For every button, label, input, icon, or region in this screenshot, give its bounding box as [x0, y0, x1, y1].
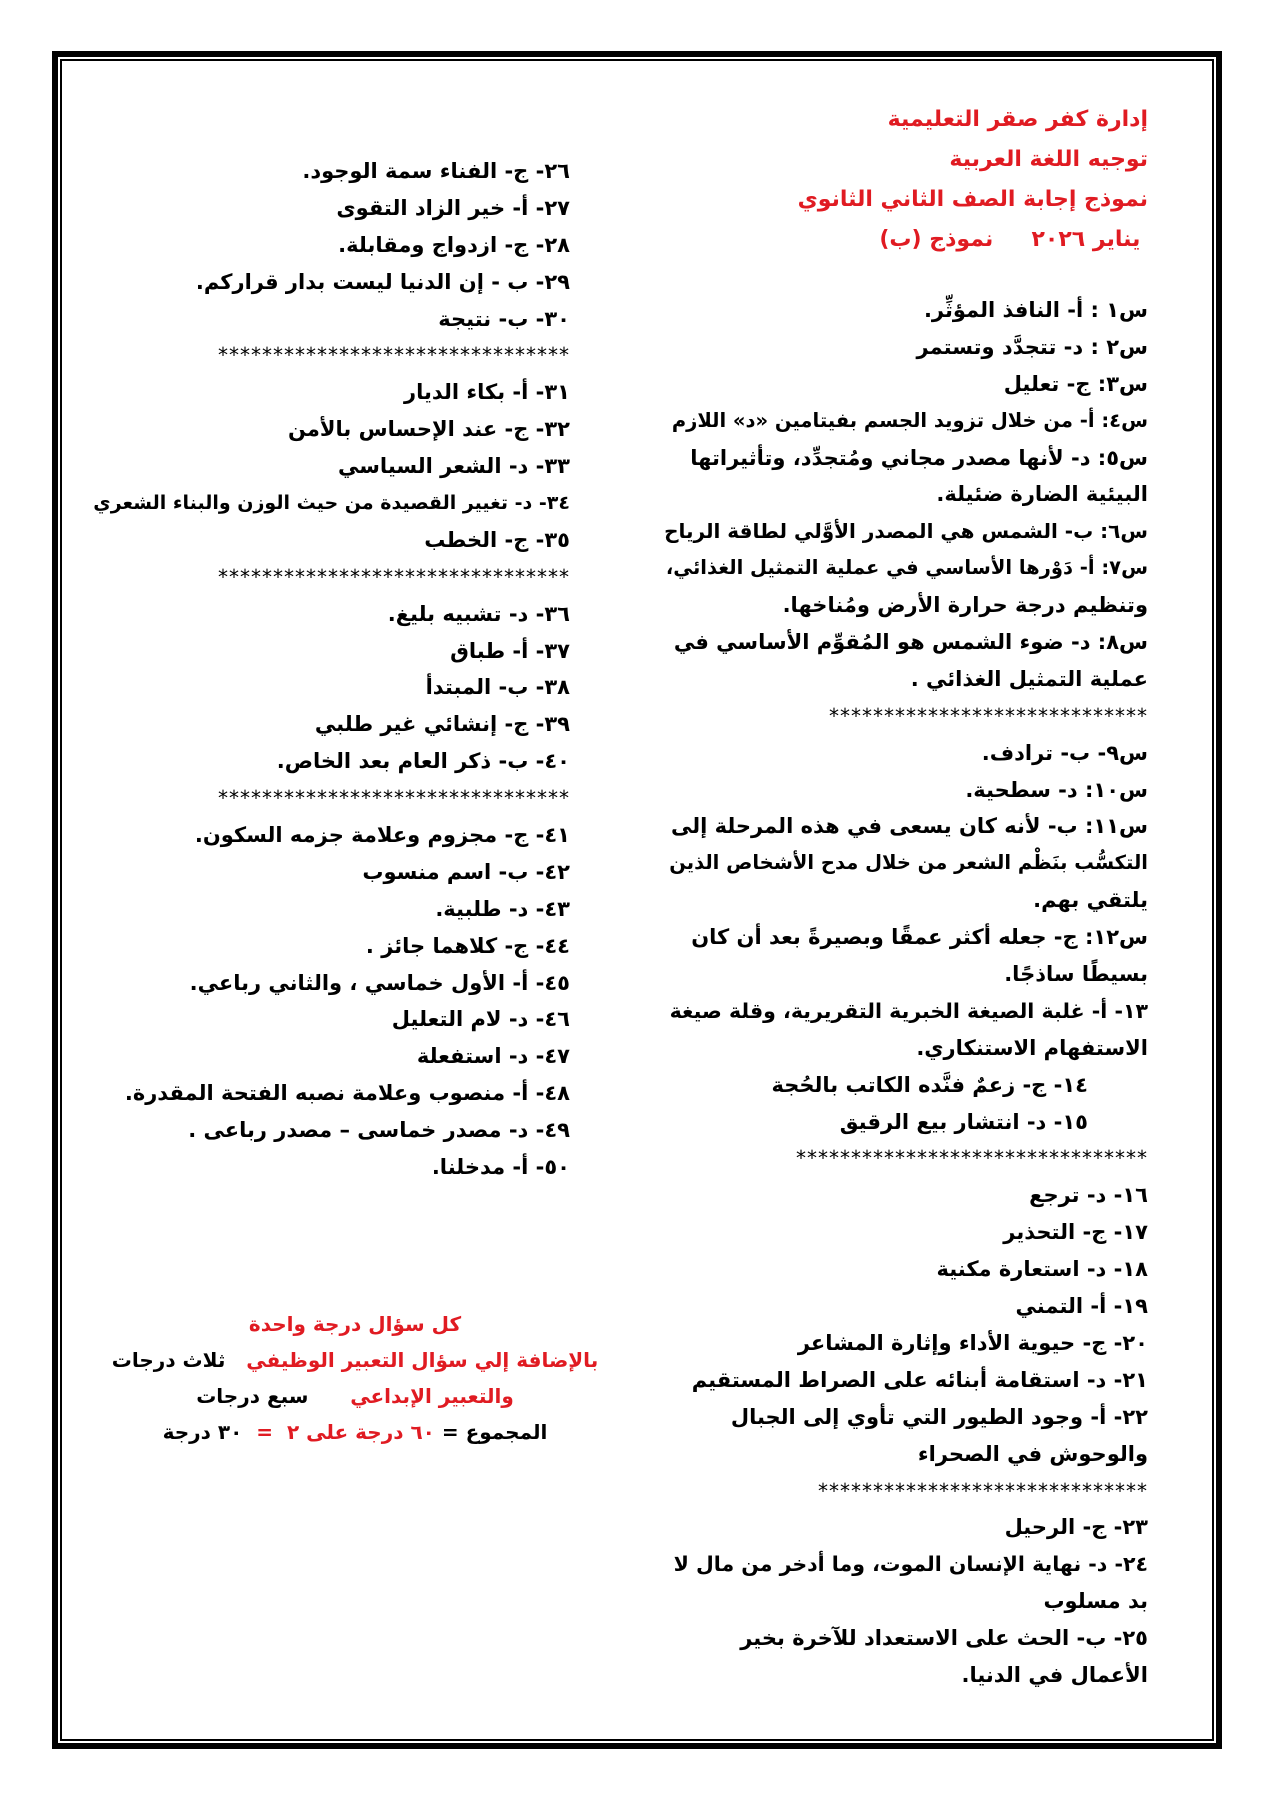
answer-continuation: الأعمال في الدنيا.	[961, 1662, 1148, 1687]
answer-continuation: الاستفهام الاستنكاري.	[916, 1035, 1148, 1060]
answer-item: ٤٦- د- لام التعليل	[391, 1007, 570, 1032]
functional-writing-score: ثلاث درجات	[111, 1348, 247, 1372]
answer-continuation: البيئية الضارة ضئيلة.	[936, 482, 1148, 507]
answer-item: ٣٩- ج- إنشائي غير طلبي	[314, 712, 570, 737]
answer-continuation: بسيطًا ساذجًا.	[1004, 962, 1148, 987]
total-calculation: ٦٠ درجة على ٢ =	[249, 1420, 435, 1444]
section-divider: ********************************	[218, 564, 570, 589]
creative-writing-score: سبع درجات	[196, 1384, 351, 1408]
answer-item: ٢٤- د- نهاية الإنسان الموت، وما أدخر من مال لا	[673, 1552, 1148, 1577]
answer-item: ١٣- أ- غلبة الصيغة الخبرية التقريرية، وقلة صيغة	[669, 998, 1148, 1023]
document-header	[665, 100, 1148, 260]
answer-item: ١٥- د- انتشار بيع الرقيق	[839, 1109, 1088, 1134]
section-divider: ******************************	[818, 1478, 1148, 1503]
answer-continuation: وتنظيم درجة حرارة الأرض ومُناخها.	[782, 593, 1148, 618]
section-divider: ********************************	[218, 786, 570, 811]
answer-item: ٣٦- د- تشبيه بليغ.	[387, 601, 570, 626]
section-divider: ********************************	[796, 1146, 1148, 1171]
answer-item: س٨: د- ضوء الشمس هو المُقوِّم الأساسي في	[673, 630, 1148, 655]
answer-item: س١١: ب- لأنه كان يسعى في هذه المرحلة إلى	[670, 814, 1148, 839]
answer-item: س٥: د- لأنها مصدر مجاني ومُتجدِّد، وتأثيراتها	[690, 445, 1148, 470]
answer-item: ٢٣- ج- الرحيل	[1004, 1515, 1148, 1540]
grading-note	[110, 1306, 600, 1450]
answer-item: ١٧- ج- التحذير	[1003, 1220, 1148, 1245]
answer-item: ٢٦- ج- الفناء سمة الوجود.	[302, 159, 570, 183]
answer-continuation: يلتقي بهم.	[1033, 888, 1148, 913]
answer-item: ٤١- ج- مجزوم وعلامة جزمه السكون.	[194, 823, 570, 848]
answer-item: ٢٨- ج- ازدواج ومقابلة.	[338, 232, 570, 257]
answer-item: ٢٧- أ- خير الزاد التقوى	[336, 195, 570, 220]
section-divider: ********************************	[218, 343, 570, 368]
total-label: المجموع =	[434, 1420, 548, 1444]
grading-note-line2	[110, 1342, 600, 1378]
answer-item: ١٤- ج- زعمٌ فنَّده الكاتب بالحُجة	[771, 1072, 1088, 1097]
answer-item: ٤٥- أ- الأول خماسي ، والثاني رباعي.	[189, 970, 570, 995]
answer-item: ٤٣- د- طلبية.	[435, 896, 570, 921]
answer-item: ٢٠- ج- حيوية الأداء وإثارة المشاعر	[797, 1330, 1148, 1355]
answer-item: ١٨- د- استعارة مكنية	[936, 1257, 1148, 1282]
answer-item: س٣: ج- تعليل	[1003, 371, 1148, 396]
answer-item: ٢٩- ب - إن الدنيا ليست بدار قراركم.	[195, 269, 570, 294]
answer-item: س٤: أ- من خلال تزويد الجسم بفيتامين «د» اللازم	[671, 408, 1148, 432]
answer-item: س١ : أ- النافذ المؤثِّر.	[923, 298, 1148, 322]
answer-item: ٢١- د- استقامة أبنائه على الصراط المستقيم	[691, 1367, 1148, 1392]
answer-item: ٣١- أ- بكاء الديار	[404, 380, 570, 405]
section-divider: *****************************	[829, 703, 1148, 728]
header-directorate: إدارة كفر صقر التعليمية	[887, 107, 1148, 132]
answer-item: س١٢: ج- جعله أكثر عمقًا وبصيرةً بعد أن كان	[691, 925, 1148, 950]
answer-item: ٣٧- أ- طباق	[450, 638, 570, 663]
answer-continuation: والوحوش في الصحراء	[917, 1441, 1148, 1466]
header-date-model: يناير ٢٠٢٦ نموذج (ب)	[879, 227, 1148, 252]
grading-note-line1: كل سؤال درجة واحدة	[248, 1312, 462, 1336]
answers-column-right	[665, 292, 1148, 1694]
answer-item: ٤٧- د- استفعلة	[416, 1044, 570, 1069]
answer-item: ٣٢- ج- عند الإحساس بالأمن	[287, 417, 570, 442]
answer-item: ٤٤- ج- كلاهما جائز .	[365, 933, 570, 958]
answers-column-left	[88, 153, 570, 1186]
header-title: نموذج إجابة الصف الثاني الثانوي	[797, 187, 1148, 212]
answer-item: ٣٥- ج- الخطب	[424, 527, 570, 552]
answer-continuation: عملية التمثيل الغذائي .	[910, 666, 1148, 691]
grading-note-total	[110, 1414, 600, 1450]
answer-item: ٤٢- ب- اسم منسوب	[362, 859, 570, 884]
answer-continuation: بد مسلوب	[1043, 1589, 1148, 1614]
functional-writing-label: بالإضافة إلي سؤال التعبير الوظيفي	[246, 1348, 599, 1372]
answer-item: ٤٩- د- مصدر خماسى – مصدر رباعى .	[188, 1118, 570, 1143]
answer-item: ٢٢- أ- وجود الطيور التي تأوي إلى الجبال	[730, 1404, 1148, 1429]
answer-item: س٦: ب- الشمس هي المصدر الأوَّلي لطاقة الرياح	[664, 519, 1148, 544]
answer-item: ٣٠- ب- نتيجة	[438, 306, 570, 331]
creative-writing-label: والتعبير الإبداعي	[350, 1384, 514, 1408]
answer-item: س٢ : د- تتجدَّد وتستمر	[916, 334, 1148, 359]
answer-item: ٤٨- أ- منصوب وعلامة نصبه الفتحة المقدرة.	[124, 1081, 570, 1106]
total-result: ٣٠ درجة	[162, 1420, 250, 1444]
answer-item: ٣٤- د- تغيير القصيدة من حيث الوزن والبناء الشعري	[93, 492, 570, 515]
answer-item: ٤٠- ب- ذكر العام بعد الخاص.	[276, 749, 570, 774]
answer-item: ١٦- د- ترجع	[1029, 1183, 1148, 1208]
answer-item: س١٠: د- سطحية.	[965, 777, 1148, 802]
grading-note-line3	[110, 1378, 600, 1414]
answer-item: ٢٥- ب- الحث على الاستعداد للآخرة بخير	[740, 1626, 1148, 1651]
answer-continuation: التكسُّب بنَظْم الشعر من خلال مدح الأشخاص الذين	[669, 851, 1148, 875]
answer-item: ٣٣- د- الشعر السياسي	[338, 454, 570, 479]
answer-item: س٧: أ- دَوْرها الأساسي في عملية التمثيل الغذائي،	[665, 556, 1148, 580]
answer-item: ٥٠- أ- مدخلنا.	[431, 1155, 570, 1180]
answer-item: س٩- ب- ترادف.	[981, 740, 1148, 765]
answer-item: ١٩- أ- التمني	[1015, 1294, 1148, 1319]
answer-item: ٣٨- ب- المبتدأ	[425, 675, 570, 700]
header-department: توجيه اللغة العربية	[949, 147, 1148, 172]
